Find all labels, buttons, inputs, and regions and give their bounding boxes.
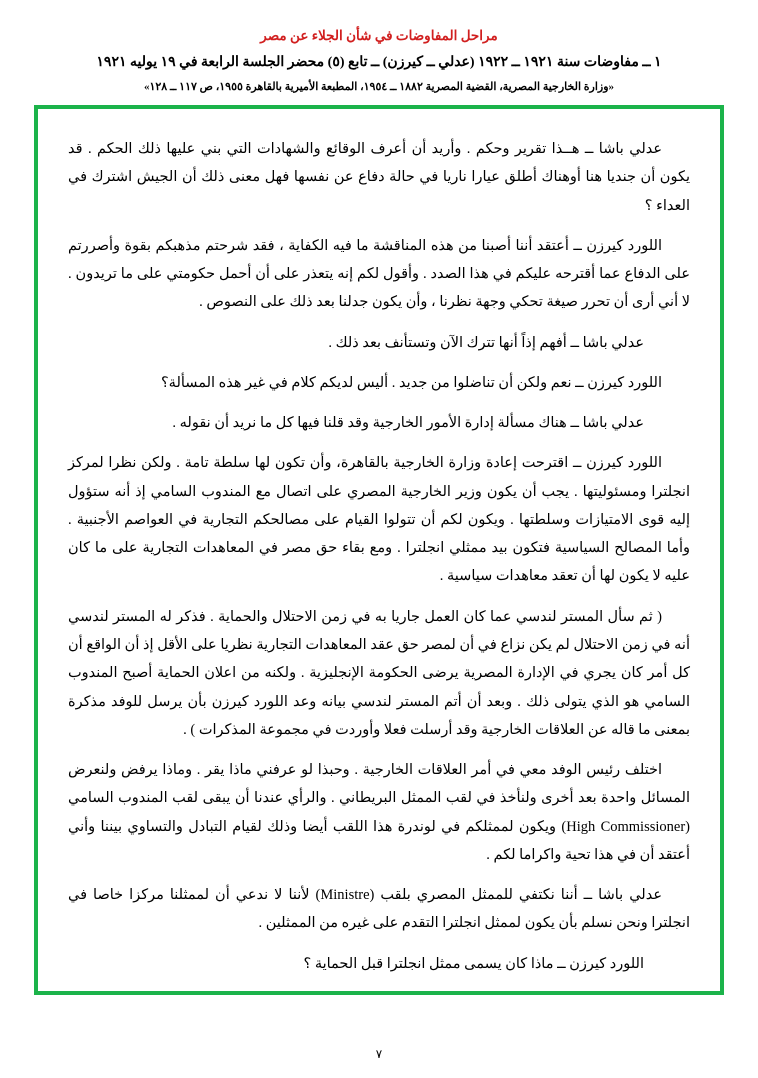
content-frame [34, 105, 724, 995]
paragraph: اللورد كيرزن ــ اقترحت إعادة وزارة الخارجية بالقاهرة، وأن تكون لها سلطة تامة . ولكن نظرا لمركز انجلترا ومسئوليتها . يجب أن يكون وزير الخارجية المصري على اتصال مع المندوب السامي إذ أنه ستؤول إليه قوى الامتيازات وسلطتها . ويكون لكم أن تتولوا القيام على مصالحكم التجارية في العواصم الأجنبية . وأما المصالح السياسية فتكون بيد ممثلي انجلترا . ومع بقاء حق مصر في المعاهدات التجارية على ما كان عليه لا يكون لها أن تعقد معاهدات سياسية . [68, 455, 690, 585]
paragraph: اللورد كيرزن ــ نعم ولكن أن تناضلوا من جديد . أليس لديكم كلام في غير هذه المسألة؟ [160, 374, 662, 391]
paragraph: اختلف رئيس الوفد معي في أمر العلاقات الخارجية . وحبذا لو عرفني ماذا يقر . وماذا يرفض ولنعرض المسائل واحدة بعد أخرى ولنأخذ في لقب الممثل البريطاني . والرأي عندنا أن يبقى لقب المندوب السامي (High Commissioner) ويكون لممثلكم في لوندرة هذا اللقب أيضا وذلك لقيام التبادل والتساوي بيننا وأني أعتقد أن في هذا تحية واكراما لكم . [68, 762, 690, 863]
page-number: ٧ [375, 1047, 383, 1061]
paragraph: اللورد كيرزن ــ أعتقد أننا أصبنا من هذه المناقشة ما فيه الكفاية ، فقد شرحتم مذهبكم بقوة وأصررتم على الدفاع عما أقترحه عليكم في هذا الصدد . وأقول لكم إنه يتعذر على أن أحمل حكومتي على ما تريدون . لا أني أرى أن تحرر صيغة تحكي وجهة نظرنا ، وأن يكون جدلنا بعد ذلك على النصوص . [68, 237, 690, 311]
paragraph: عدلي باشا ــ أفهم إذاً أنها تترك الآن وتستأنف بعد ذلك . [328, 334, 644, 351]
page-header [34, 28, 724, 93]
paragraph: ( ثم سأل المستر لندسي عما كان العمل جاريا به في زمن الاحتلال والحماية . فذكر له المستر لندسي أنه في زمن الاحتلال لم يكن نزاع في أن لمصر حق عقد المعاهدات التجارية نظريا على الأقل إذ أن الواقع أن كل أمر كان يجري في الإدارة المصرية يرضى الحكومة الإنجليزية . ولكنه من اعلان الحماية أصبح المندوب السامي هو الذي يتولى ذلك . وبعد أن أتم المستر لندسي بيانه وعد اللورد كيرزن بأن يرسل للوفد مذكرة بمعنى ما قاله عن العلاقات الخارجية وقد أرسلت فعلا وأوردت في مجموعة المذكرات ) . [68, 608, 690, 738]
paragraph: عدلي باشا ــ هــذا تقرير وحكم . وأريد أن أعرف الوقائع والشهادات التي بني عليها ذلك الحكم . قد يكون أن جنديا هنا أوهناك أطلق عيارا ناريا في حالة دفاع عن نفسها فهل معنى ذلك أن الجيش اشترك في العداء ؟ [68, 141, 690, 214]
source-citation: «وزارة الخارجية المصرية، القضية المصرية ١٨٨٢ ــ ١٩٥٤، المطبعة الأميرية بالقاهرة ١٩٥٥، ص ١١٧ ــ ١٢٨» [143, 81, 615, 93]
paragraph: عدلي باشا ــ أننا نكتفي للممثل المصري بلقب (Ministre) لأننا لا ندعي أن لممثلنا مركزا خاصا في انجلترا ونحن نسلم بأن يكون لممثل انجلترا التقدم على غيره من الممثلين . [68, 887, 690, 932]
page-subtitle: ١ ــ مفاوضات سنة ١٩٢١ ــ ١٩٢٢ (عدلي ــ كيرزن) ــ تابع (٥) محضر الجلسة الرابعة في ١٩ يوليه ١٩٢١ [96, 55, 662, 70]
paragraph: اللورد كيرزن ــ ماذا كان يسمى ممثل انجلترا قبل الحماية ؟ [303, 955, 644, 972]
page-title: مراحل المفاوضات في شأن الجلاء عن مصر [260, 28, 498, 43]
document-body [68, 135, 690, 978]
paragraph: عدلي باشا ــ هناك مسألة إدارة الأمور الخارجية وقد قلنا فيها كل ما نريد أن نقوله . [172, 415, 644, 432]
